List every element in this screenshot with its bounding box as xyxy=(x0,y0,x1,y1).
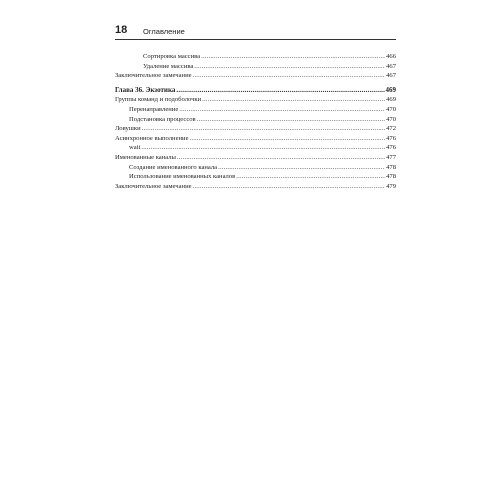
toc-entry-label: Заключительное замечание xyxy=(115,182,192,190)
toc-entry-page: 466 xyxy=(386,53,396,60)
table-of-contents xyxy=(115,52,396,191)
toc-entry-page: 476 xyxy=(386,144,396,152)
toc-leader-dots xyxy=(236,172,385,182)
toc-entry-label: Асинхронное выполнение xyxy=(115,134,189,142)
toc-entry[interactable] xyxy=(115,115,396,125)
toc-leader-dots xyxy=(141,143,385,153)
toc-entry-label: Создание именованного канала xyxy=(129,163,218,171)
toc-entry-page: 469 xyxy=(385,85,396,94)
toc-entry[interactable] xyxy=(115,62,396,72)
toc-leader-dots xyxy=(193,71,386,81)
toc-entry-page: 470 xyxy=(386,105,396,113)
toc-entry-page: 467 xyxy=(386,62,396,70)
toc-entry[interactable] xyxy=(115,153,396,163)
toc-entry-label: wait xyxy=(129,144,141,152)
toc-entry-label: Использование именованных каналов xyxy=(129,173,236,181)
toc-entry[interactable] xyxy=(115,52,396,62)
running-head xyxy=(115,24,396,40)
toc-entry[interactable] xyxy=(115,143,396,153)
toc-leader-dots xyxy=(218,163,385,173)
toc-entry[interactable] xyxy=(115,124,396,134)
toc-entry-page: 469 xyxy=(386,96,396,104)
toc-leader-dots xyxy=(179,105,385,115)
toc-entry[interactable] xyxy=(115,105,396,115)
toc-entry-page: 478 xyxy=(386,173,396,181)
toc-entry-page: 472 xyxy=(386,125,396,133)
toc-entry-label: Заключительное замечание xyxy=(115,72,192,80)
toc-entry[interactable] xyxy=(115,163,396,173)
toc-entry-page: 476 xyxy=(386,134,396,142)
toc-entry-label: Группы команд и подоболочки xyxy=(115,96,202,104)
page-number: 18 xyxy=(115,24,128,36)
toc-entry-page: 477 xyxy=(386,153,396,161)
toc-entry-label: Сортировка массива xyxy=(143,53,201,60)
toc-leader-dots xyxy=(190,134,386,144)
toc-entry-label: Именованные каналы xyxy=(115,153,176,161)
toc-entry-label: Перенаправление xyxy=(129,105,179,113)
toc-leader-dots xyxy=(142,124,386,134)
toc-entry-page: 479 xyxy=(386,182,396,190)
toc-leader-dots xyxy=(202,95,385,105)
toc-entry[interactable] xyxy=(115,134,396,144)
toc-leader-dots xyxy=(197,115,385,125)
toc-entry-page: 467 xyxy=(386,72,396,80)
toc-leader-dots xyxy=(177,153,385,163)
toc-leader-dots xyxy=(201,52,385,62)
toc-entry[interactable] xyxy=(115,182,396,192)
running-head-title: Оглавление xyxy=(143,27,185,36)
toc-leader-dots xyxy=(193,182,386,192)
toc-entry-page: 470 xyxy=(386,115,396,123)
toc-entry-label: Ловушки xyxy=(115,125,141,133)
toc-entry-label: Удаление массива xyxy=(143,62,194,70)
toc-chapter-entry[interactable] xyxy=(115,86,396,96)
toc-entry[interactable] xyxy=(115,172,396,182)
toc-entry-page: 478 xyxy=(386,163,396,171)
toc-entry-label: Глава 36. Экзотика xyxy=(115,85,176,94)
toc-leader-dots xyxy=(194,62,385,72)
toc-leader-dots xyxy=(176,86,384,96)
toc-entry[interactable] xyxy=(115,71,396,81)
toc-entry-label: Подстановка процессов xyxy=(129,115,196,123)
toc-entry[interactable] xyxy=(115,95,396,105)
